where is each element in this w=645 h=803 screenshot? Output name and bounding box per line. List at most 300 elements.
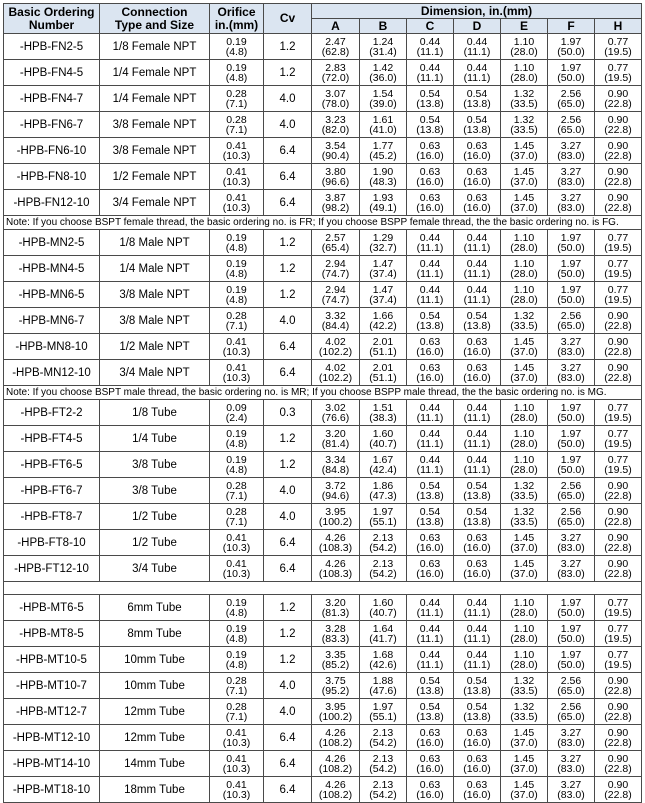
header-dimension: Dimension, in.(mm) (312, 4, 642, 19)
orifice-inch: 0.28 (226, 113, 247, 126)
dim-mm: (11.1) (463, 45, 491, 58)
cv-cell: 1.2 (264, 452, 312, 478)
dim-e-cell (501, 400, 548, 426)
dim-c-cell (407, 164, 454, 190)
dim-f-cell (548, 308, 595, 334)
dim-inch: 1.32 (513, 674, 535, 687)
dim-inch: 0.90 (607, 309, 629, 322)
dim-c-cell (407, 230, 454, 256)
dim-mm: (100.2) (318, 515, 353, 528)
dim-mm: (13.8) (416, 97, 444, 110)
dim-d-cell (454, 334, 501, 360)
table-row (4, 112, 642, 138)
dim-inch: 2.13 (372, 752, 394, 765)
dim-e-cell (501, 334, 548, 360)
dim-mm: (65.0) (557, 97, 585, 110)
dim-mm: (39.0) (369, 97, 397, 110)
orifice-mm: (7.1) (225, 489, 248, 502)
dim-inch: 0.44 (419, 61, 441, 74)
dim-inch: 0.77 (607, 596, 629, 609)
orifice-mm: (4.8) (225, 293, 248, 306)
dim-d-cell (454, 699, 501, 725)
dim-e-cell (501, 360, 548, 386)
dim-inch: 1.97 (560, 401, 582, 414)
dim-mm: (13.8) (416, 123, 444, 136)
dim-h-cell (595, 60, 642, 86)
dim-inch: 1.47 (372, 283, 394, 296)
dim-b-cell (360, 138, 407, 164)
dim-mm: (16.0) (416, 345, 444, 358)
dim-mm: (22.8) (604, 541, 632, 554)
dim-inch: 1.10 (513, 427, 535, 440)
dim-inch: 0.90 (607, 113, 629, 126)
table-row (4, 138, 642, 164)
header-connection-line1: Connection (121, 4, 188, 19)
dim-inch: 0.44 (419, 648, 441, 661)
dim-mm: (11.1) (416, 241, 444, 254)
connection-cell: 10mm Tube (100, 647, 210, 673)
dim-mm: (37.0) (510, 149, 538, 162)
dim-c-cell (407, 86, 454, 112)
dim-mm: (19.5) (604, 241, 632, 254)
dim-inch: 3.07 (325, 87, 346, 100)
dim-inch: 1.32 (513, 87, 535, 100)
part-number-cell: -HPB-MN2-5 (4, 230, 100, 256)
dim-inch: 0.77 (607, 427, 629, 440)
dim-mm: (54.2) (369, 736, 397, 749)
dim-d-cell (454, 751, 501, 777)
dim-inch: 0.54 (466, 505, 488, 518)
dim-inch: 4.26 (325, 531, 346, 544)
dim-d-cell (454, 673, 501, 699)
dim-mm: (37.0) (510, 175, 538, 188)
dim-inch: 0.77 (607, 401, 629, 414)
dim-mm: (16.0) (463, 149, 491, 162)
dim-a-cell (312, 777, 360, 803)
orifice-cell (210, 777, 264, 803)
cv-cell: 6.4 (264, 138, 312, 164)
dim-f-cell (548, 190, 595, 216)
dim-mm: (11.1) (416, 411, 444, 424)
dim-c-cell (407, 138, 454, 164)
ordering-spec-table (3, 3, 642, 803)
cv-cell: 1.2 (264, 426, 312, 452)
dim-f-cell (548, 60, 595, 86)
dim-inch: 1.45 (513, 361, 535, 374)
orifice-inch: 0.41 (226, 752, 247, 765)
orifice-inch: 0.28 (226, 505, 247, 518)
dim-a-cell (312, 256, 360, 282)
dim-mm: (16.0) (463, 567, 491, 580)
dim-d-cell (454, 282, 501, 308)
dim-a-cell (312, 452, 360, 478)
orifice-inch: 0.09 (226, 401, 247, 414)
dim-b-cell (360, 595, 407, 621)
dim-inch: 1.88 (372, 674, 394, 687)
dim-a-cell (312, 530, 360, 556)
part-number-cell: -HPB-FN12-10 (4, 190, 100, 216)
orifice-mm: (7.1) (225, 710, 248, 723)
dim-inch: 3.75 (325, 674, 346, 687)
orifice-mm: (10.3) (222, 788, 251, 801)
dim-mm: (22.8) (604, 788, 632, 801)
dim-mm: (51.1) (369, 371, 397, 384)
cv-cell: 6.4 (264, 190, 312, 216)
dim-e-cell (501, 60, 548, 86)
dim-inch: 1.45 (513, 335, 535, 348)
dim-f-cell (548, 556, 595, 582)
dim-d-cell (454, 256, 501, 282)
dim-mm: (38.3) (369, 411, 397, 424)
table-row (4, 426, 642, 452)
part-number-cell: -HPB-MT10-7 (4, 673, 100, 699)
cv-cell: 1.2 (264, 621, 312, 647)
table-row (4, 699, 642, 725)
dim-mm: (45.2) (369, 149, 397, 162)
dim-inch: 3.27 (560, 726, 582, 739)
orifice-cell (210, 400, 264, 426)
dim-f-cell (548, 452, 595, 478)
dim-inch: 1.24 (372, 35, 394, 48)
dim-mm: (47.3) (369, 489, 397, 502)
dim-a-cell (312, 138, 360, 164)
dim-mm: (84.4) (321, 319, 350, 332)
dim-mm: (82.0) (321, 123, 350, 136)
table-row (4, 725, 642, 751)
orifice-mm: (4.8) (225, 267, 248, 280)
dim-mm: (33.5) (510, 684, 538, 697)
dim-inch: 0.44 (466, 283, 488, 296)
orifice-mm: (10.3) (222, 201, 251, 214)
dim-inch: 0.63 (466, 191, 488, 204)
dim-mm: (84.8) (321, 463, 350, 476)
dim-e-cell (501, 308, 548, 334)
dim-mm: (83.0) (557, 149, 585, 162)
dim-h-cell (595, 751, 642, 777)
dim-inch: 1.10 (513, 257, 535, 270)
dim-c-cell (407, 699, 454, 725)
orifice-cell (210, 334, 264, 360)
dim-mm: (22.8) (604, 567, 632, 580)
dim-inch: 0.63 (419, 335, 441, 348)
part-number-cell: -HPB-MN6-7 (4, 308, 100, 334)
dim-mm: (16.0) (463, 788, 491, 801)
dim-inch: 0.90 (607, 531, 629, 544)
dim-inch: 1.10 (513, 596, 535, 609)
table-body (4, 34, 642, 803)
dim-mm: (22.8) (604, 175, 632, 188)
dim-inch: 2.13 (372, 778, 394, 791)
connection-cell: 1/4 Male NPT (100, 256, 210, 282)
orifice-cell (210, 282, 264, 308)
dim-mm: (22.8) (604, 97, 632, 110)
dim-e-cell (501, 647, 548, 673)
dim-mm: (50.0) (557, 437, 585, 450)
dim-inch: 1.64 (372, 622, 394, 635)
dim-inch: 3.27 (560, 361, 582, 374)
table-row (4, 334, 642, 360)
dim-b-cell (360, 751, 407, 777)
dim-b-cell (360, 60, 407, 86)
dim-inch: 0.63 (419, 726, 441, 739)
part-number-cell: -HPB-FT8-7 (4, 504, 100, 530)
dim-mm: (50.0) (557, 632, 585, 645)
orifice-mm: (10.3) (222, 371, 251, 384)
table-row (4, 308, 642, 334)
dim-a-cell (312, 230, 360, 256)
header-ordering-number (4, 4, 100, 34)
dim-mm: (54.2) (369, 567, 397, 580)
dim-mm: (108.2) (318, 788, 353, 801)
orifice-inch: 0.19 (226, 453, 247, 466)
dim-inch: 1.42 (372, 61, 394, 74)
dim-mm: (51.1) (369, 345, 397, 358)
dim-inch: 2.56 (560, 113, 582, 126)
orifice-mm: (10.3) (222, 762, 251, 775)
orifice-cell (210, 751, 264, 777)
orifice-inch: 0.28 (226, 87, 247, 100)
connection-cell: 1/8 Female NPT (100, 34, 210, 60)
dim-mm: (11.1) (416, 658, 444, 671)
dim-mm: (16.0) (463, 201, 491, 214)
dim-d-cell (454, 86, 501, 112)
connection-cell: 3/4 Female NPT (100, 190, 210, 216)
dim-mm: (40.7) (369, 606, 397, 619)
part-number-cell: -HPB-FN8-10 (4, 164, 100, 190)
dim-inch: 0.44 (419, 453, 441, 466)
dim-inch: 1.10 (513, 231, 535, 244)
dim-mm: (37.0) (510, 762, 538, 775)
dim-mm: (28.0) (510, 71, 538, 84)
dim-mm: (16.0) (416, 541, 444, 554)
dim-inch: 0.44 (466, 61, 488, 74)
dim-mm: (83.0) (557, 762, 585, 775)
dim-e-cell (501, 190, 548, 216)
orifice-mm: (4.8) (225, 606, 248, 619)
table-row (4, 400, 642, 426)
dim-mm: (22.8) (604, 371, 632, 384)
orifice-cell (210, 452, 264, 478)
orifice-inch: 0.19 (226, 596, 247, 609)
dim-inch: 0.90 (607, 674, 629, 687)
dim-mm: (83.0) (557, 371, 585, 384)
dim-f-cell (548, 621, 595, 647)
part-number-cell: -HPB-FN4-7 (4, 86, 100, 112)
cv-cell: 4.0 (264, 112, 312, 138)
dim-c-cell (407, 256, 454, 282)
dim-f-cell (548, 256, 595, 282)
dim-inch: 0.77 (607, 283, 629, 296)
part-number-cell: -HPB-MT6-5 (4, 595, 100, 621)
dim-f-cell (548, 595, 595, 621)
cv-cell: 6.4 (264, 751, 312, 777)
dim-mm: (19.5) (604, 632, 632, 645)
dim-mm: (81.3) (321, 606, 350, 619)
dim-mm: (50.0) (557, 658, 585, 671)
table-header (4, 4, 642, 34)
dim-d-cell (454, 647, 501, 673)
dim-mm: (22.8) (604, 736, 632, 749)
dim-c-cell (407, 400, 454, 426)
dim-mm: (22.8) (604, 489, 632, 502)
dim-c-cell (407, 34, 454, 60)
orifice-inch: 0.41 (226, 531, 247, 544)
dim-mm: (11.1) (416, 437, 444, 450)
dim-mm: (65.0) (557, 489, 585, 502)
dim-mm: (11.1) (463, 463, 491, 476)
dim-mm: (62.8) (321, 45, 350, 58)
dim-e-cell (501, 34, 548, 60)
dim-b-cell (360, 256, 407, 282)
cv-cell: 1.2 (264, 595, 312, 621)
dim-h-cell (595, 699, 642, 725)
dim-mm: (28.0) (510, 411, 538, 424)
orifice-cell (210, 230, 264, 256)
orifice-mm: (4.8) (225, 658, 248, 671)
dim-mm: (47.6) (369, 684, 397, 697)
dim-inch: 0.44 (466, 648, 488, 661)
dim-c-cell (407, 360, 454, 386)
dim-a-cell (312, 426, 360, 452)
cv-cell: 6.4 (264, 530, 312, 556)
dim-inch: 2.57 (325, 231, 346, 244)
header-col-b: B (360, 19, 407, 34)
dim-inch: 3.27 (560, 191, 582, 204)
dim-mm: (28.0) (510, 241, 538, 254)
dim-b-cell (360, 164, 407, 190)
cv-cell: 6.4 (264, 777, 312, 803)
orifice-mm: (7.1) (225, 319, 248, 332)
dim-inch: 3.23 (325, 113, 346, 126)
connection-cell: 18mm Tube (100, 777, 210, 803)
dim-mm: (102.2) (318, 371, 353, 384)
connection-cell: 1/4 Tube (100, 426, 210, 452)
dim-inch: 0.90 (607, 139, 629, 152)
dim-inch: 2.56 (560, 87, 582, 100)
dim-b-cell (360, 86, 407, 112)
dim-mm: (54.2) (369, 788, 397, 801)
cv-cell: 6.4 (264, 360, 312, 386)
dim-inch: 3.20 (325, 596, 346, 609)
orifice-cell (210, 308, 264, 334)
dim-mm: (13.8) (463, 684, 491, 697)
dim-mm: (81.4) (321, 437, 350, 450)
orifice-mm: (4.8) (225, 632, 248, 645)
dim-inch: 1.60 (372, 427, 394, 440)
header-col-e: E (501, 19, 548, 34)
dim-mm: (11.1) (416, 632, 444, 645)
dim-inch: 0.63 (466, 335, 488, 348)
part-number-cell: -HPB-FN4-5 (4, 60, 100, 86)
orifice-cell (210, 86, 264, 112)
connection-cell: 3/8 Female NPT (100, 112, 210, 138)
dim-inch: 2.13 (372, 557, 394, 570)
dim-inch: 1.54 (372, 87, 394, 100)
dim-mm: (108.2) (318, 736, 353, 749)
dim-d-cell (454, 164, 501, 190)
dim-mm: (22.8) (604, 201, 632, 214)
dim-c-cell (407, 334, 454, 360)
dim-f-cell (548, 673, 595, 699)
part-number-cell: -HPB-FT12-10 (4, 556, 100, 582)
dim-inch: 0.54 (466, 309, 488, 322)
dim-mm: (83.0) (557, 175, 585, 188)
dim-mm: (11.1) (416, 463, 444, 476)
table-row (4, 647, 642, 673)
dim-mm: (19.5) (604, 606, 632, 619)
dim-inch: 1.32 (513, 505, 535, 518)
dim-inch: 0.63 (466, 361, 488, 374)
dim-h-cell (595, 86, 642, 112)
orifice-cell (210, 478, 264, 504)
dim-inch: 1.97 (560, 427, 582, 440)
dim-inch: 1.93 (372, 191, 394, 204)
orifice-mm: (4.8) (225, 241, 248, 254)
header-orifice (210, 4, 264, 34)
dim-b-cell (360, 699, 407, 725)
dim-b-cell (360, 673, 407, 699)
dim-mm: (19.5) (604, 71, 632, 84)
dim-mm: (78.0) (321, 97, 350, 110)
dim-e-cell (501, 112, 548, 138)
spec-table-container (3, 3, 641, 803)
dim-mm: (83.0) (557, 541, 585, 554)
dim-inch: 4.26 (325, 726, 346, 739)
dim-inch: 0.90 (607, 87, 629, 100)
dim-inch: 1.45 (513, 778, 535, 791)
dim-inch: 0.54 (419, 87, 441, 100)
dim-inch: 0.44 (466, 427, 488, 440)
connection-cell: 14mm Tube (100, 751, 210, 777)
header-col-c: C (407, 19, 454, 34)
dim-e-cell (501, 673, 548, 699)
dim-inch: 0.63 (466, 778, 488, 791)
dim-inch: 2.56 (560, 674, 582, 687)
dim-inch: 0.44 (466, 596, 488, 609)
dim-h-cell (595, 647, 642, 673)
dim-mm: (37.4) (369, 267, 397, 280)
dim-e-cell (501, 530, 548, 556)
dim-inch: 0.90 (607, 778, 629, 791)
dim-mm: (40.7) (369, 437, 397, 450)
dim-a-cell (312, 621, 360, 647)
dim-inch: 0.54 (466, 674, 488, 687)
orifice-mm: (7.1) (225, 684, 248, 697)
dim-inch: 0.44 (419, 596, 441, 609)
dim-inch: 0.63 (466, 165, 488, 178)
cv-cell: 6.4 (264, 334, 312, 360)
dim-mm: (11.1) (416, 45, 444, 58)
table-row (4, 282, 642, 308)
dim-inch: 3.27 (560, 557, 582, 570)
dim-mm: (65.0) (557, 319, 585, 332)
dim-c-cell (407, 647, 454, 673)
orifice-inch: 0.41 (226, 139, 247, 152)
dim-inch: 1.60 (372, 596, 394, 609)
dim-inch: 0.77 (607, 453, 629, 466)
part-number-cell: -HPB-FN6-10 (4, 138, 100, 164)
orifice-inch: 0.19 (226, 257, 247, 270)
cv-cell: 4.0 (264, 86, 312, 112)
dim-inch: 1.97 (372, 700, 394, 713)
dim-inch: 3.35 (325, 648, 346, 661)
dim-h-cell (595, 673, 642, 699)
dim-f-cell (548, 647, 595, 673)
orifice-cell (210, 426, 264, 452)
dim-inch: 1.97 (560, 35, 582, 48)
dim-mm: (72.0) (321, 71, 350, 84)
dim-inch: 0.54 (466, 87, 488, 100)
